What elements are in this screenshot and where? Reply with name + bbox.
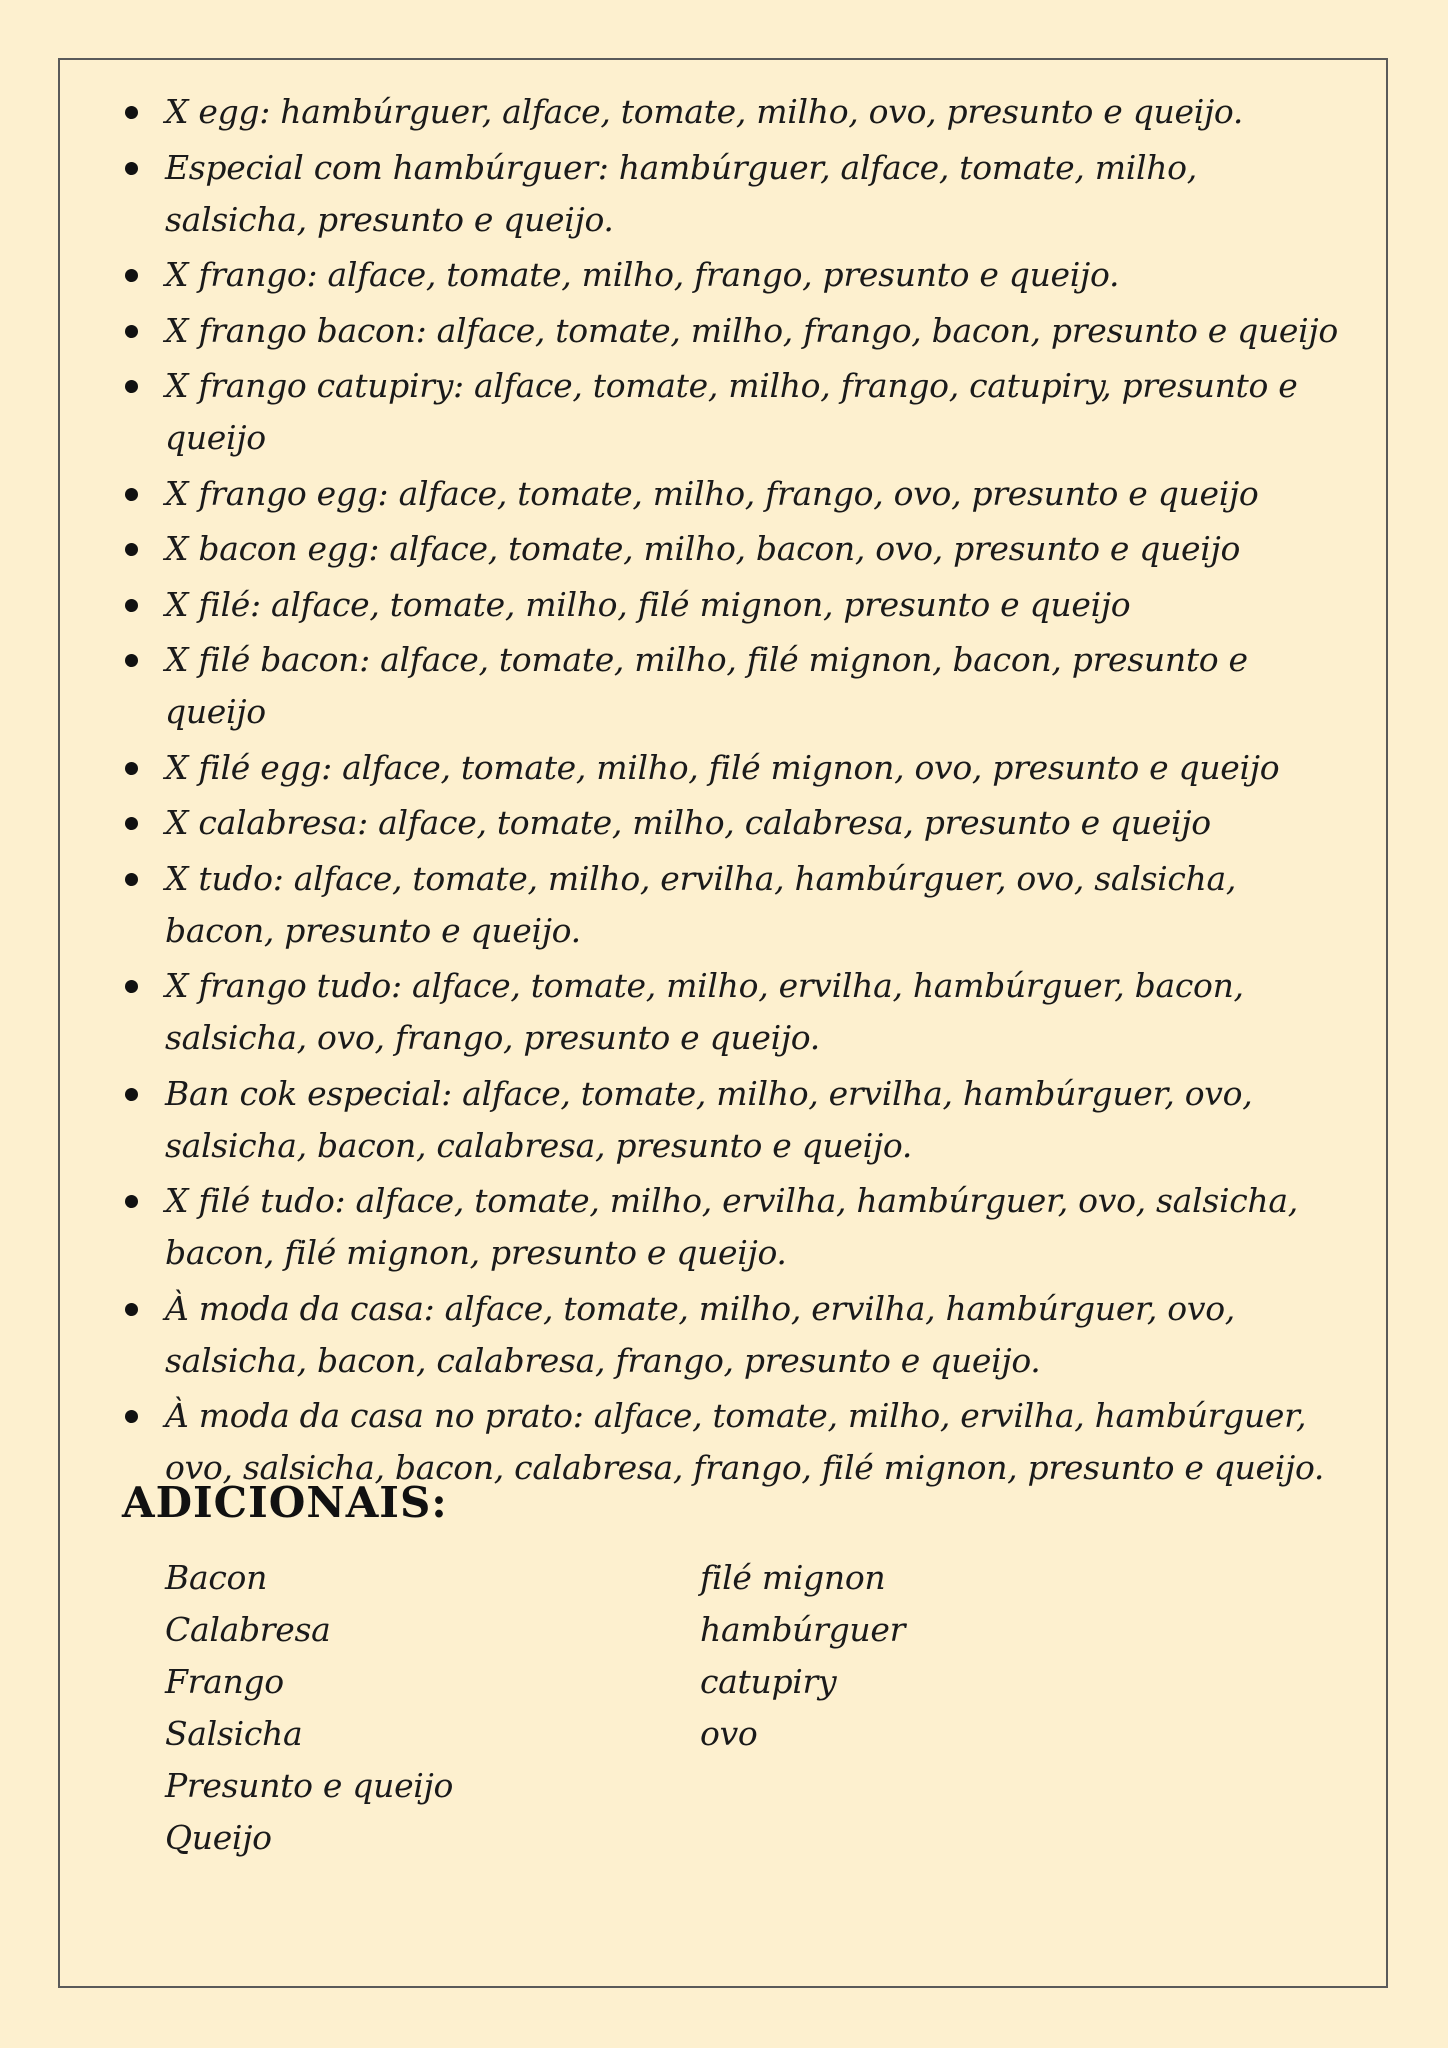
menu-item <box>122 634 1342 738</box>
bullet-icon <box>125 1410 138 1423</box>
menu-item-text: Especial com hambúrguer: hambúrguer, alface, tomate, milho, salsicha, presunto e queijo. <box>165 147 1197 239</box>
additional-item: catupiry <box>700 1662 837 1701</box>
bullet-icon <box>125 269 138 282</box>
bullet-icon <box>125 106 138 119</box>
menu-item <box>122 249 1342 301</box>
menu-item-text: À moda da casa no prato: alface, tomate, milho, ervilha, hambúrguer, ovo, salsicha, bacon, calabresa, frango, filé mignon, presunto e queijo. <box>165 1396 1325 1487</box>
menu-item <box>122 360 1342 464</box>
menu-item <box>122 579 1342 631</box>
menu-item <box>122 1175 1342 1279</box>
bullet-icon <box>125 762 138 775</box>
additional-item: Calabresa <box>165 1610 331 1649</box>
menu-item-text: X frango catupiry: alface, tomate, milho, frango, catupiry, presunto e queijo <box>165 366 1298 457</box>
bullet-icon <box>125 654 138 667</box>
additionals-heading: ADICIONAIS: <box>122 1478 448 1527</box>
menu-item <box>122 960 1342 1064</box>
menu-item-text: X frango: alface, tomate, milho, frango, presunto e queijo. <box>165 255 1120 294</box>
menu-item-text: X egg: hambúrguer, alface, tomate, milho, ovo, presunto e queijo. <box>165 92 1244 131</box>
additional-item: hambúrguer <box>700 1610 906 1649</box>
menu-item <box>122 1283 1342 1387</box>
menu-item-text: X frango bacon: alface, tomate, milho, frango, bacon, presunto e queijo <box>165 310 1338 350</box>
additional-item: Presunto e queijo <box>165 1766 454 1805</box>
bullet-icon <box>125 488 138 501</box>
menu-item-text: X frango egg: alface, tomate, milho, frango, ovo, presunto e queijo <box>165 473 1259 513</box>
menu-item-text: X frango tudo: alface, tomate, milho, ervilha, hambúrguer, bacon, salsicha, ovo, frango, presunto e queijo. <box>165 966 1244 1057</box>
menu-item-text: X filé bacon: alface, tomate, milho, filé mignon, bacon, presunto e queijo <box>165 640 1248 731</box>
menu-item <box>122 305 1342 357</box>
menu-item-text: Ban cok especial: alface, tomate, milho, ervilha, hambúrguer, ovo, salsicha, bacon, calabresa, presunto e queijo. <box>165 1073 1253 1165</box>
menu-item <box>122 853 1342 957</box>
additional-item: Queijo <box>165 1818 272 1857</box>
additional-item: filé mignon <box>700 1558 886 1597</box>
bullet-icon <box>125 599 138 612</box>
additional-item: Salsicha <box>165 1714 303 1753</box>
additional-item: ovo <box>700 1714 758 1753</box>
menu-item <box>122 86 1342 138</box>
additionals-right-column <box>700 1552 905 1760</box>
menu-item-text: X filé egg: alface, tomate, milho, filé mignon, ovo, presunto e queijo <box>165 747 1280 787</box>
menu-item-text: X calabresa: alface, tomate, milho, calabresa, presunto e queijo <box>165 803 1211 842</box>
menu-item-text: X bacon egg: alface, tomate, milho, bacon, ovo, presunto e queijo <box>165 529 1241 568</box>
bullet-icon <box>125 873 138 886</box>
menu-item <box>122 1068 1342 1172</box>
bullet-icon <box>125 162 138 175</box>
menu-item-text: X tudo: alface, tomate, milho, ervilha, hambúrguer, ovo, salsicha, bacon, presunto e queijo. <box>165 858 1237 950</box>
menu-item <box>122 797 1342 849</box>
bullet-icon <box>125 1303 138 1316</box>
menu-item-text: X filé: alface, tomate, milho, filé mignon, presunto e queijo <box>165 584 1131 624</box>
additionals-left-column <box>165 1552 453 1864</box>
bullet-icon <box>125 1195 138 1208</box>
bullet-icon <box>125 980 138 993</box>
menu-item-text: X filé tudo: alface, tomate, milho, ervilha, hambúrguer, ovo, salsicha, bacon, filé mignon, presunto e queijo. <box>165 1181 1298 1272</box>
bullet-icon <box>125 1088 138 1101</box>
bullet-icon <box>125 325 138 338</box>
bullet-icon <box>125 543 138 556</box>
menu-item <box>122 523 1342 575</box>
menu-item <box>122 142 1342 246</box>
menu-item-text: À moda da casa: alface, tomate, milho, ervilha, hambúrguer, ovo, salsicha, bacon, calabresa, frango, presunto e queijo. <box>165 1288 1235 1380</box>
additional-item: Bacon <box>165 1558 268 1597</box>
menu-list <box>122 86 1342 1498</box>
bullet-icon <box>125 817 138 830</box>
menu-item <box>122 468 1342 520</box>
bullet-icon <box>125 380 138 393</box>
additional-item: Frango <box>165 1662 284 1701</box>
menu-item <box>122 742 1342 794</box>
